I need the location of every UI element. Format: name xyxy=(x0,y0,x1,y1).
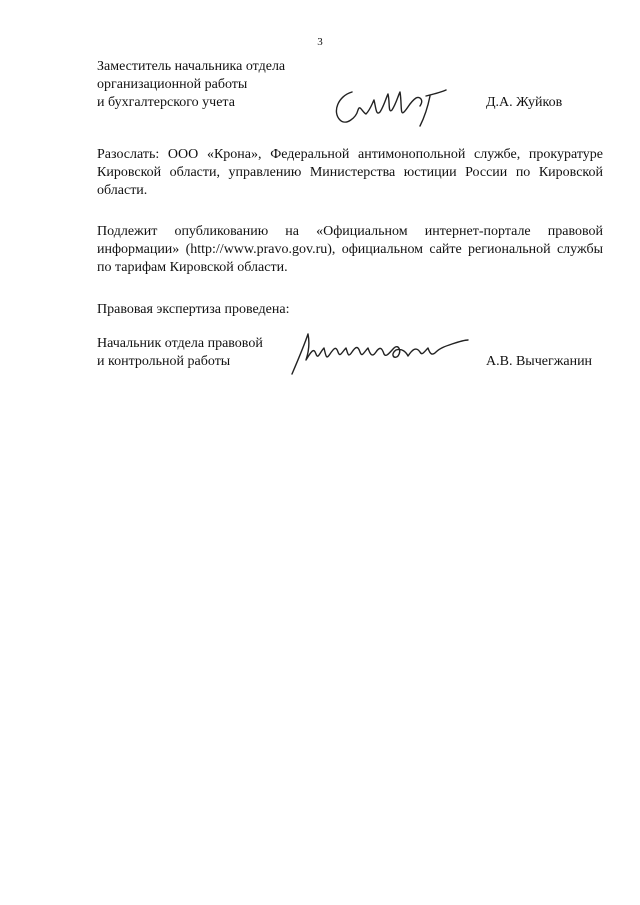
signer2-title-line: Начальник отдела правовой xyxy=(97,336,263,351)
expertise-line: Правовая экспертиза проведена: xyxy=(97,302,290,317)
publication-paragraph: Подлежит опубликованию на «Официальном интернет-портале правовой информации» (http://www.pravo.gov.ru), официальном сайте региональной службы по тарифам Кировской области. xyxy=(97,224,603,275)
signer1-title-line: и бухгалтерского учета xyxy=(97,95,235,110)
signer1-title-line: организационной работы xyxy=(97,77,248,92)
signer2-title xyxy=(97,335,263,371)
signer1-name: Д.А. Жуйков xyxy=(486,95,563,110)
signer2-name: А.В. Вычегжанин xyxy=(486,354,593,369)
signer2-signature xyxy=(286,330,471,378)
signer2-title-line: и контрольной работы xyxy=(97,354,231,369)
signer1-title xyxy=(97,58,285,112)
page-number: 3 xyxy=(317,36,323,48)
signer1-title-line: Заместитель начальника отдела xyxy=(97,59,286,74)
signer1-signature xyxy=(330,82,450,132)
distribution-paragraph: Разослать: ООО «Крона», Федеральной антимонопольной службе, прокуратуре Кировской области, управлению Министерства юстиции России по Кировской области. xyxy=(97,147,603,198)
